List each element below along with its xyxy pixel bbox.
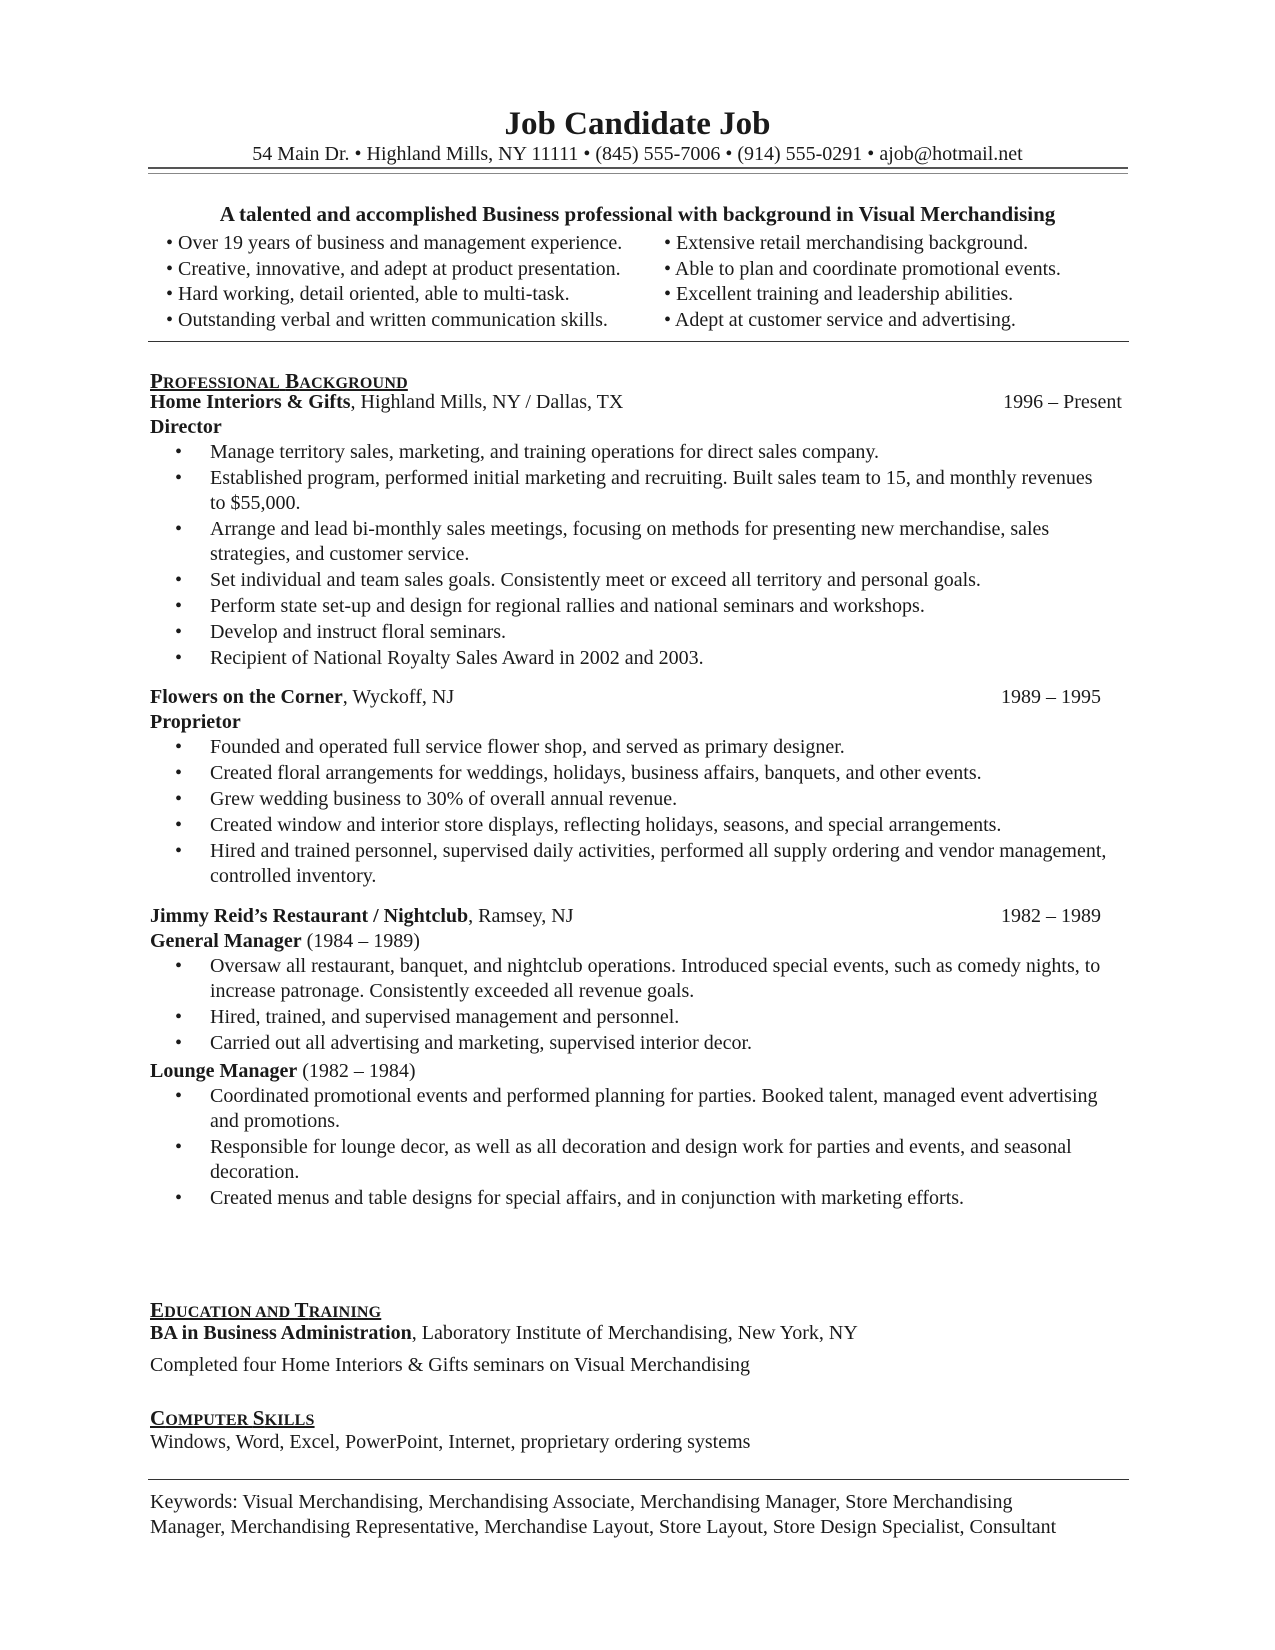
job-dates: 1982 – 1989 — [1001, 905, 1101, 927]
summary-item: • Outstanding verbal and written communication skills. — [166, 308, 608, 331]
job-role: Director — [150, 416, 222, 438]
list-item: • Oversaw all restaurant, banquet, and nightclub operations. Introduced special events, such as comedy nights, to increase patronage. Consistently exceeded all revenue goals. — [150, 954, 1110, 1004]
job-role: General Manager (1984 – 1989) — [150, 930, 420, 952]
list-item: • Set individual and team sales goals. Consistently meet or exceed all territory and personal goals. — [150, 568, 1110, 593]
section-title-professional: PROFESSIONAL BACKGROUND — [150, 369, 408, 393]
keywords-line: Manager, Merchandising Representative, Merchandise Layout, Store Layout, Store Design Specialist, Consultant — [150, 1516, 1057, 1538]
summary-item: • Adept at customer service and advertising. — [664, 308, 1016, 331]
keywords-divider — [148, 1479, 1129, 1480]
employer-name: Home Interiors & Gifts — [150, 391, 351, 413]
list-item: • Founded and operated full service flower shop, and served as primary designer. — [150, 735, 1110, 760]
list-item: • Created floral arrangements for weddings, holidays, business affairs, banquets, and other events. — [150, 761, 1110, 786]
summary-item: • Extensive retail merchandising background. — [664, 232, 1029, 254]
header-divider — [148, 167, 1128, 174]
list-item: • Established program, performed initial marketing and recruiting. Built sales team to 15, and monthly revenues to $55,000. — [150, 466, 1110, 516]
job-bullets — [150, 735, 1110, 890]
summary-item: • Excellent training and leadership abilities. — [664, 283, 1014, 305]
job-role: Proprietor — [150, 711, 241, 733]
list-item: • Arrange and lead bi-monthly sales meetings, focusing on methods for presenting new merchandise, sales strategies, and customer service. — [150, 517, 1110, 567]
summary-item: • Over 19 years of business and management experience. — [166, 232, 623, 254]
section-title-computer-skills: COMPUTER SKILLS — [150, 1406, 315, 1430]
employer-location: , Wyckoff, NJ — [342, 686, 455, 708]
list-item: • Responsible for lounge decor, as well as all decoration and design work for parties and events, and seasonal decoration. — [150, 1135, 1110, 1185]
job-bullets — [150, 1084, 1110, 1212]
list-item: • Grew wedding business to 30% of overall annual revenue. — [150, 787, 1110, 812]
job-header — [150, 904, 1101, 929]
job-bullets — [150, 440, 1110, 672]
list-item: • Recipient of National Royalty Sales Award in 2002 and 2003. — [150, 646, 1110, 671]
job-dates: 1989 – 1995 — [1001, 686, 1101, 708]
list-item: • Perform state set-up and design for regional rallies and national seminars and workshops. — [150, 594, 1110, 619]
list-item: • Manage territory sales, marketing, and training operations for direct sales company. — [150, 440, 1110, 465]
employer-location: , Ramsey, NJ — [468, 905, 574, 927]
summary-divider — [148, 341, 1129, 342]
summary-left-column — [166, 231, 622, 333]
employer-name: Jimmy Reid’s Restaurant / Nightclub — [150, 905, 469, 927]
list-item: • Created window and interior store displays, reflecting holidays, seasons, and special arrangements. — [150, 813, 1110, 838]
summary-item: • Hard working, detail oriented, able to multi-task. — [166, 283, 570, 305]
list-item: • Created menus and table designs for special affairs, and in conjunction with marketing efforts. — [150, 1186, 1110, 1211]
tagline: A talented and accomplished Business professional with background in Visual Merchandising — [219, 202, 1056, 226]
job-bullets — [150, 954, 1110, 1057]
list-item: • Develop and instruct floral seminars. — [150, 620, 1110, 645]
employer-name: Flowers on the Corner — [150, 686, 343, 708]
list-item: • Hired, trained, and supervised management and personnel. — [150, 1005, 1110, 1030]
contact-line: 54 Main Dr. • Highland Mills, NY 11111 • (845) 555-7006 • (914) 555-0291 • ajob@hotmail.net — [252, 143, 1023, 165]
list-item: • Hired and trained personnel, supervised daily activities, performed all supply ordering and vendor management, controlled inventory. — [150, 839, 1110, 889]
education-seminars: Completed four Home Interiors & Gifts seminars on Visual Merchandising — [150, 1354, 750, 1376]
job-header — [150, 685, 1101, 710]
section-title-education: EDUCATION AND TRAINING — [150, 1298, 382, 1322]
job-dates: 1996 – Present — [1003, 391, 1122, 413]
summary-item: • Able to plan and coordinate promotional events. — [664, 257, 1061, 280]
job-role: Lounge Manager (1982 – 1984) — [150, 1060, 416, 1082]
job-header — [150, 390, 1122, 415]
education-degree: BA in Business Administration, Laboratory Institute of Merchandising, New York, NY — [150, 1322, 858, 1344]
computer-skills-list: Windows, Word, Excel, PowerPoint, Internet, proprietary ordering systems — [150, 1431, 751, 1453]
candidate-name: Job Candidate Job — [504, 106, 771, 142]
summary-item: • Creative, innovative, and adept at product presentation. — [166, 257, 621, 280]
list-item: • Coordinated promotional events and performed planning for parties. Booked talent, managed event advertising and promotions. — [150, 1084, 1110, 1134]
summary-right-column — [664, 231, 1061, 333]
employer-location: , Highland Mills, NY / Dallas, TX — [350, 391, 624, 413]
list-item: • Carried out all advertising and marketing, supervised interior decor. — [150, 1031, 1110, 1056]
keywords-line: Keywords: Visual Merchandising, Merchandising Associate, Merchandising Manager, Store Merchandising — [150, 1491, 1013, 1513]
